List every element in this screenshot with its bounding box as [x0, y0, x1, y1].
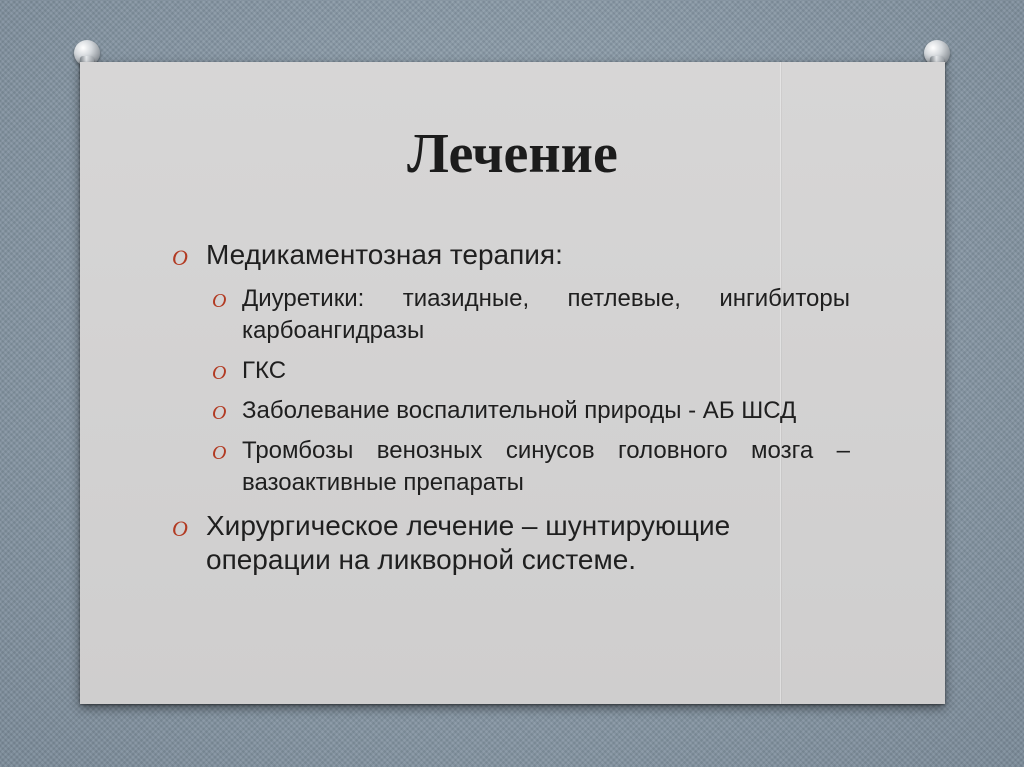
bullet-item-drug-therapy [166, 238, 856, 272]
sub-bullet-marker-icon: O [212, 362, 227, 384]
sub-bullet-marker-icon: O [212, 290, 227, 312]
sub-bullet-item-diuretics [206, 283, 850, 347]
sub-bullet-item-thrombosis [206, 435, 850, 499]
sub-bullet-text: Заболевание воспалительной природы - АБ ШСД [242, 397, 797, 424]
bullet-marker-icon: O [172, 245, 188, 270]
bullet-marker-icon: O [172, 516, 188, 541]
bullet-list [166, 238, 856, 577]
sub-bullet-item-gks [206, 355, 850, 387]
slide-title: Лечение [407, 123, 618, 185]
bullet-text: Медикаментозная терапия: [206, 239, 563, 270]
bullet-item-surgery [166, 509, 856, 577]
sub-bullet-text: ГКС [242, 357, 287, 384]
sub-bullet-text: Диуретики: тиазидные, петлевые, ингибиторы карбоангидразы [242, 285, 850, 344]
sub-bullet-item-inflammatory [206, 395, 850, 427]
sub-bullet-text: Тромбозы венозных синусов головного мозга – вазоактивные препараты [242, 437, 850, 496]
bullet-text: Хирургическое лечение – шунтирующие операции на ликворной системе. [206, 510, 731, 575]
sub-bullet-marker-icon: O [212, 442, 227, 464]
sub-bullet-marker-icon: O [212, 402, 227, 424]
